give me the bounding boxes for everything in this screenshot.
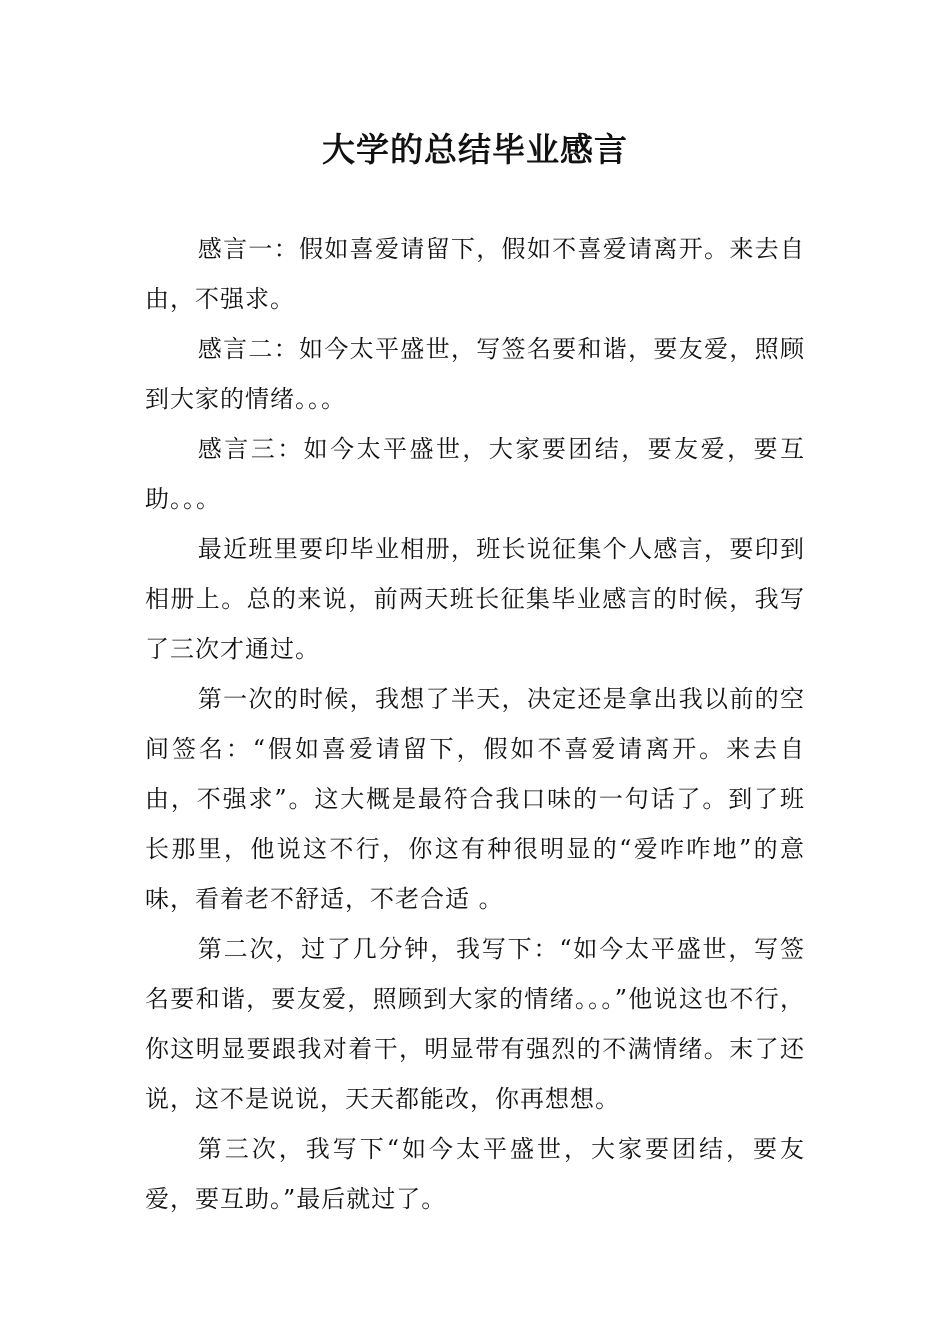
paragraph-5: 第一次的时候，我想了半天，决定还是拿出我以前的空间签名：“假如喜爱请留下，假如不喜爱请离开。来去自由，不强求”。这大概是最符合我口味的一句话了。到了班长那里，他说这不行，你这有种很明显的“爱咋咋地”的意味，看着老不舒适，不老合适 。	[145, 685, 805, 913]
paragraph-2: 感言二：如今太平盛世，写签名要和谐，要友爱，照顾到大家的情绪。。。	[145, 335, 805, 413]
paragraph-4: 最近班里要印毕业相册，班长说征集个人感言，要印到相册上。总的来说，前两天班长征集毕业感言的时候，我写了三次才通过。	[145, 535, 805, 663]
paragraph-1: 感言一：假如喜爱请留下，假如不喜爱请离开。来去自由，不强求。	[145, 235, 805, 313]
paragraph-7: 第三次，我写下“如今太平盛世，大家要团结，要友爱，要互助。”最后就过了。	[145, 1135, 805, 1213]
document-body	[145, 224, 805, 1224]
document-title: 大学的总结毕业感言	[322, 130, 628, 169]
paragraph-6: 第二次，过了几分钟，我写下：“如今太平盛世，写签名要和谐，要友爱，照顾到大家的情绪。。。”他说这也不行，你这明显要跟我对着干，明显带有强烈的不满情绪。末了还说，这不是说说，天天都能改，你再想想。	[145, 935, 805, 1113]
paragraph-3: 感言三：如今太平盛世，大家要团结，要友爱，要互助。。。	[145, 435, 805, 513]
